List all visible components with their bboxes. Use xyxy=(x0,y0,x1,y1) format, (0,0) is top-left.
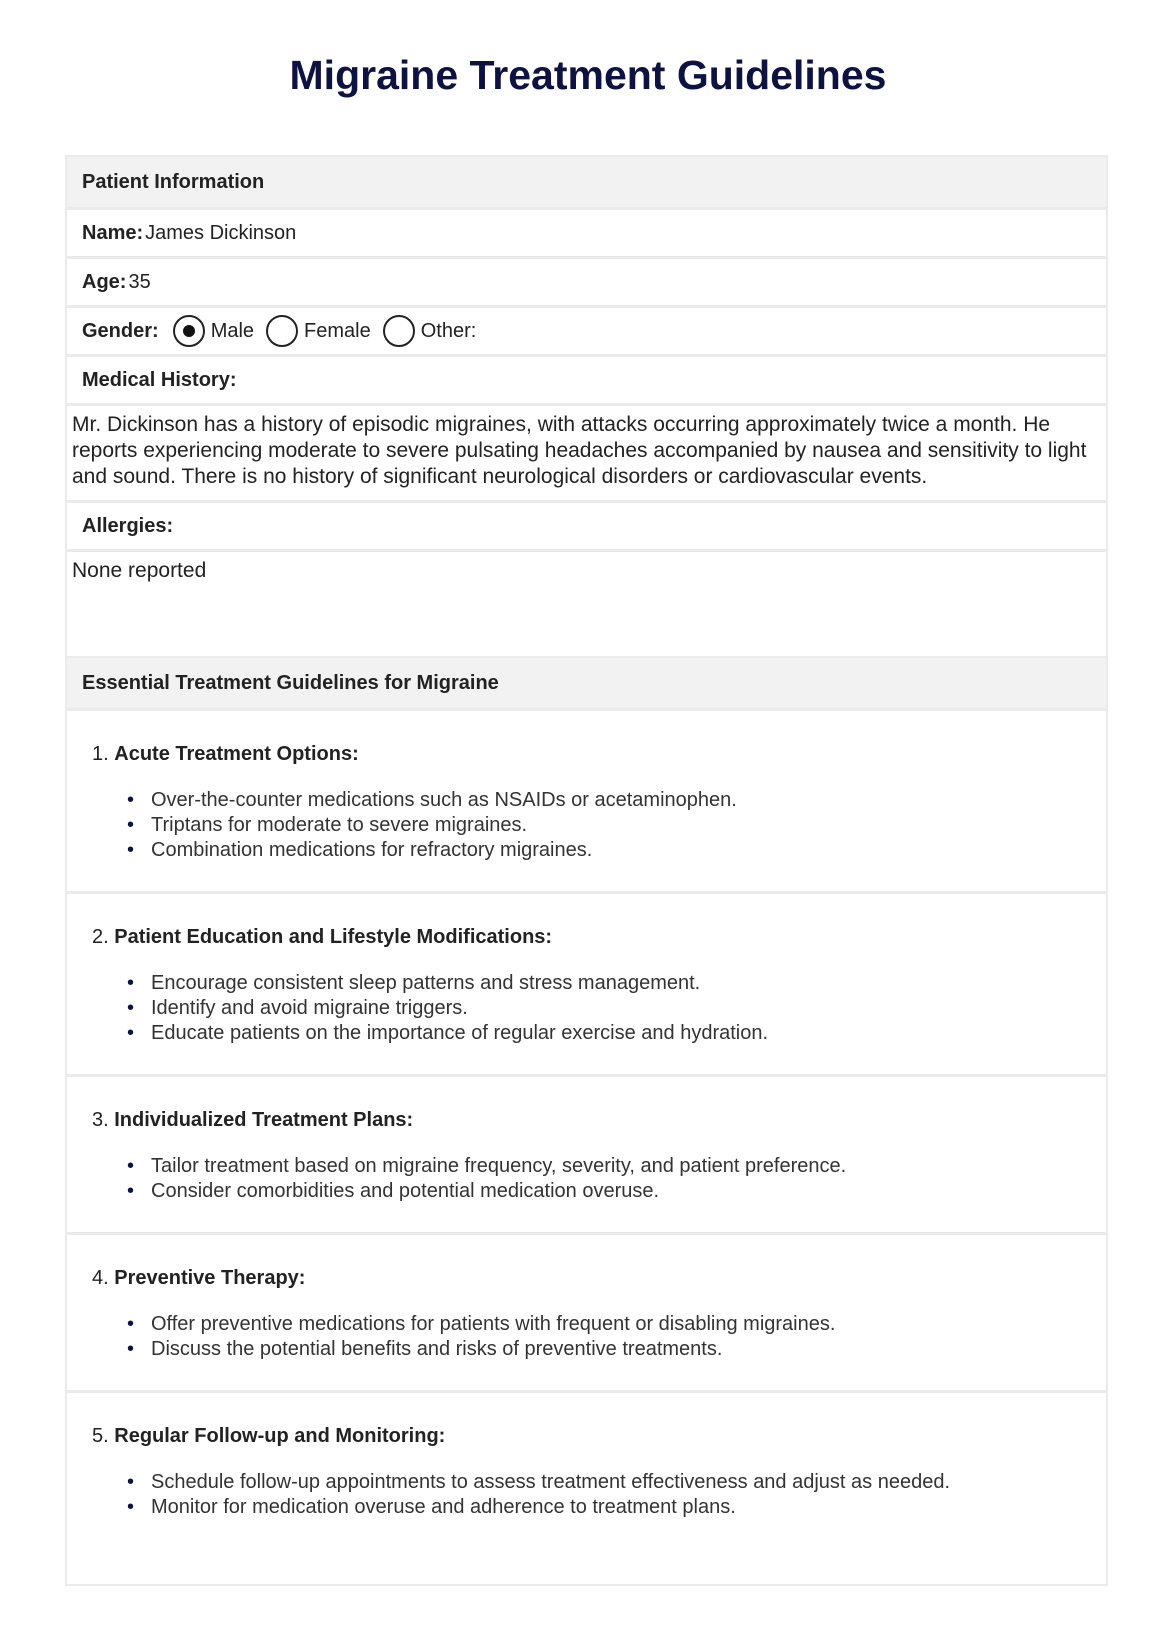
guideline-section-title xyxy=(92,743,1086,766)
section-number: 2. xyxy=(92,926,109,948)
list-item: • Schedule follow-up appointments to assess treatment effectiveness and adjust as needed. xyxy=(151,1470,1086,1495)
gender-radio-female[interactable] xyxy=(266,315,298,347)
guideline-bullet-list xyxy=(92,1154,1086,1204)
list-item: • Combination medications for refractory migraines. xyxy=(151,838,1086,863)
gender-row xyxy=(67,308,1106,357)
guideline-bullet-list xyxy=(92,1312,1086,1362)
section-title-text: Regular Follow-up and Monitoring: xyxy=(114,1425,446,1447)
guideline-bullet-list xyxy=(92,971,1086,1046)
patient-information-card xyxy=(65,155,1108,658)
section-title-text: Individualized Treatment Plans: xyxy=(114,1109,414,1131)
list-item: • Consider comorbidities and potential medication overuse. xyxy=(151,1179,1086,1204)
allergies-text[interactable]: None reported xyxy=(72,559,207,582)
gender-option-male-label: Male xyxy=(210,320,255,342)
guideline-section-title xyxy=(92,1425,1086,1448)
gender-radio-male[interactable] xyxy=(173,315,205,347)
age-value[interactable]: 35 xyxy=(128,271,151,293)
gender-option-female-label: Female xyxy=(304,320,371,342)
medical-history-label: Medical History: xyxy=(82,369,237,391)
guideline-section xyxy=(67,894,1106,1077)
page-title: Migraine Treatment Guidelines xyxy=(289,52,887,98)
age-label: Age: xyxy=(82,271,127,293)
section-title-text: Preventive Therapy: xyxy=(114,1267,306,1289)
list-item: • Over-the-counter medications such as NSAIDs or acetaminophen. xyxy=(151,788,1086,813)
section-title-text: Patient Education and Lifestyle Modifications: xyxy=(114,926,553,948)
list-item: • Identify and avoid migraine triggers. xyxy=(151,996,1086,1021)
treatment-guidelines-header: Essential Treatment Guidelines for Migraine xyxy=(67,658,1106,711)
list-item: • Offer preventive medications for patients with frequent or disabling migraines. xyxy=(151,1312,1086,1337)
list-item: • Encourage consistent sleep patterns and stress management. xyxy=(151,971,1086,996)
allergies-label: Allergies: xyxy=(82,515,174,537)
patient-information-header: Patient Information xyxy=(67,157,1106,210)
guideline-bullet-list xyxy=(92,1470,1086,1520)
name-value[interactable]: James Dickinson xyxy=(145,222,297,244)
guideline-section xyxy=(67,711,1106,894)
guideline-section-title xyxy=(92,926,1086,949)
name-label: Name: xyxy=(82,222,144,244)
section-title-text: Acute Treatment Options: xyxy=(114,743,359,765)
name-row xyxy=(67,210,1106,259)
medical-history-row xyxy=(67,357,1106,406)
allergies-row xyxy=(67,503,1106,552)
list-item: • Educate patients on the importance of regular exercise and hydration. xyxy=(151,1021,1086,1046)
guideline-section xyxy=(67,1393,1106,1551)
medical-history-text[interactable]: Mr. Dickinson has a history of episodic migraines, with attacks occurring approximately twice a month. He reports experiencing moderate to severe pulsating headaches accompanied by nausea and sensitivity to light and sound. There is no history of significant neurological disorders or cardiovascular events. xyxy=(67,406,1106,503)
section-number: 1. xyxy=(92,743,109,765)
list-item: • Monitor for medication overuse and adherence to treatment plans. xyxy=(151,1495,1086,1520)
gender-option-other-label: Other: xyxy=(420,320,477,342)
age-row xyxy=(67,259,1106,308)
guideline-section xyxy=(67,1235,1106,1393)
section-number: 4. xyxy=(92,1267,109,1289)
guideline-section-title xyxy=(92,1267,1086,1290)
guideline-bullet-list xyxy=(92,788,1086,863)
list-item: • Discuss the potential benefits and risks of preventive treatments. xyxy=(151,1337,1086,1362)
list-item: • Triptans for moderate to severe migraines. xyxy=(151,813,1086,838)
treatment-guidelines-card xyxy=(65,658,1108,1586)
guideline-section-title xyxy=(92,1109,1086,1132)
guideline-section xyxy=(67,1077,1106,1235)
gender-label: Gender: xyxy=(82,320,159,342)
section-number: 5. xyxy=(92,1425,109,1447)
list-item: • Tailor treatment based on migraine frequency, severity, and patient preference. xyxy=(151,1154,1086,1179)
section-number: 3. xyxy=(92,1109,109,1131)
gender-radio-other[interactable] xyxy=(383,315,415,347)
